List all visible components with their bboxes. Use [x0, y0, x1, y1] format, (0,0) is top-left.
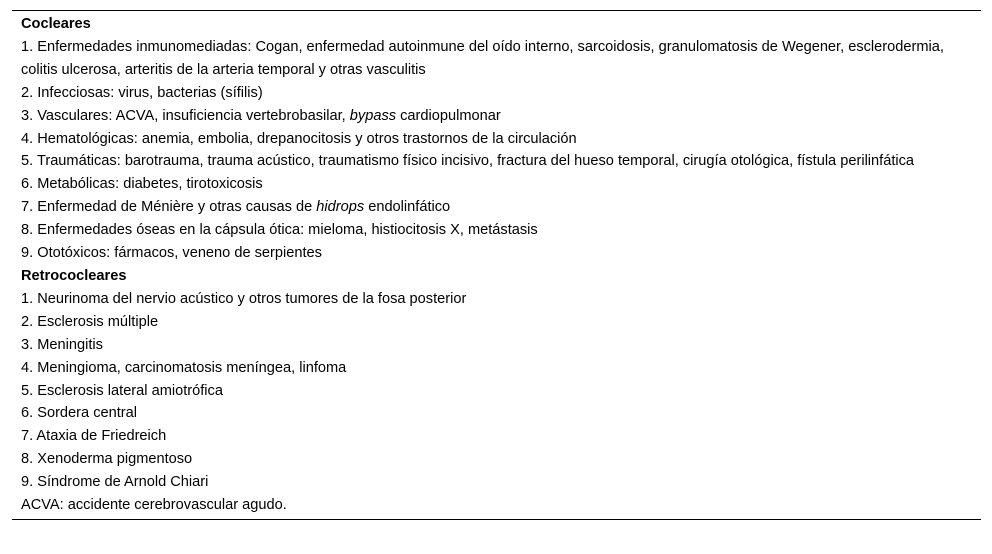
- list-item: 7. Ataxia de Friedreich: [21, 428, 167, 445]
- list-item: 4. Hematológicas: anemia, embolia, drepanocitosis y otros trastornos de la circulación: [21, 130, 577, 147]
- list-item: 1. Neurinoma del nervio acústico y otros tumores de la fosa posterior: [21, 290, 467, 307]
- causes-table: [12, 10, 981, 520]
- table-footnote: ACVA: accidente cerebrovascular agudo.: [21, 497, 287, 514]
- list-item-italic-text: hidrops: [316, 199, 365, 216]
- list-item: 8. Xenoderma pigmentoso: [21, 451, 193, 468]
- list-item: [12, 105, 981, 128]
- list-item: [12, 196, 981, 219]
- list-item: 8. Enfermedades óseas en la cápsula ótica: mieloma, histiocitosis X, metástasis: [21, 222, 538, 239]
- list-item: 9. Síndrome de Arnold Chiari: [21, 474, 209, 491]
- section-header-cocleares: Cocleares: [21, 16, 91, 32]
- list-item-text: 3. Vasculares: ACVA, insuficiencia vertebrobasilar,: [21, 107, 350, 124]
- list-item: 4. Meningioma, carcinomatosis meníngea, linfoma: [21, 359, 347, 376]
- list-item: 5. Esclerosis lateral amiotrófica: [21, 382, 223, 399]
- list-item: 2. Esclerosis múltiple: [21, 313, 159, 330]
- list-item: 5. Traumáticas: barotrauma, trauma acústico, traumatismo físico incisivo, fractura del hueso temporal, cirugía otológica, fístula perilinfática: [21, 153, 915, 170]
- list-item: 2. Infecciosas: virus, bacterias (sífilis): [21, 84, 263, 101]
- list-item-text: endolinfático: [364, 199, 451, 216]
- list-item: 6. Sordera central: [21, 405, 138, 422]
- list-item-text: cardiopulmonar: [396, 107, 501, 124]
- list-item: 3. Meningitis: [21, 336, 103, 353]
- list-item: 1. Enfermedades inmunomediadas: Cogan, enfermedad autoinmune del oído interno, sarcoidosis, granulomatosis de Wegener, esclerodermia, colitis ulcerosa, arteritis de la arteria temporal y otras vasculitis: [21, 38, 944, 78]
- list-item-text: 7. Enfermedad de Ménière y otras causas de: [21, 199, 317, 216]
- list-item: 6. Metabólicas: diabetes, tirotoxicosis: [21, 176, 263, 193]
- list-item: 9. Ototóxicos: fármacos, veneno de serpientes: [21, 245, 322, 262]
- section-header-retrococleares: Retrococleares: [21, 267, 127, 284]
- list-item-italic-text: bypass: [349, 107, 397, 124]
